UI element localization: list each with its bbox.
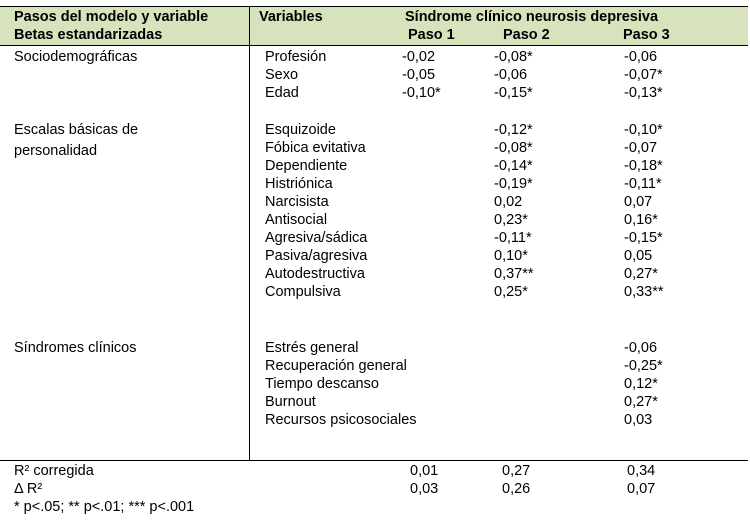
summary-label: R² corregida [14, 463, 94, 479]
beta-step-2: -0,11* [494, 230, 532, 246]
variable-name: Dependiente [265, 158, 348, 174]
beta-step-2: 0,02 [494, 194, 523, 210]
variable-name: Autodestructiva [265, 266, 365, 282]
section-label: Síndromes clínicos [14, 340, 137, 356]
beta-step-3: -0,10* [624, 122, 663, 138]
variable-name: Burnout [265, 394, 316, 410]
section-label: Escalas básicas de [14, 122, 139, 138]
beta-step-1: -0,02 [402, 49, 436, 65]
beta-step-3: -0,07* [624, 67, 663, 83]
beta-step-2: -0,08* [494, 140, 533, 156]
beta-step-2: 0,10* [494, 248, 528, 264]
variable-name: Histriónica [265, 176, 333, 192]
summary-step-3: 0,34 [627, 463, 656, 479]
variable-name: Edad [265, 85, 299, 101]
variable-name: Compulsiva [265, 284, 341, 300]
header-step-1: Paso 1 [408, 27, 455, 43]
header-step-3: Paso 3 [623, 27, 670, 43]
variable-name: Recuperación general [265, 358, 407, 374]
header-variables: Variables [259, 9, 323, 25]
section-label: personalidad [14, 143, 98, 159]
beta-step-2: -0,06 [494, 67, 528, 83]
summary-label: Δ R² [14, 481, 43, 497]
summary-step-3: 0,07 [627, 481, 656, 497]
beta-step-3: -0,06 [624, 49, 658, 65]
beta-step-2: 0,37** [494, 266, 534, 282]
summary-step-2: 0,26 [502, 481, 531, 497]
beta-step-2: -0,12* [494, 122, 533, 138]
beta-step-3: -0,18* [624, 158, 663, 174]
beta-step-2: -0,15* [494, 85, 533, 101]
top-rule [0, 6, 748, 7]
variable-name: Estrés general [265, 340, 359, 356]
beta-step-3: 0,16* [624, 212, 658, 228]
variable-name: Antisocial [265, 212, 328, 228]
beta-step-1: -0,05 [402, 67, 436, 83]
beta-step-3: 0,27* [624, 266, 658, 282]
header-steps-label: Pasos del modelo y variable [14, 9, 209, 25]
header-rule [0, 45, 748, 46]
beta-step-3: 0,03 [624, 412, 653, 428]
beta-step-1: -0,10* [402, 85, 441, 101]
variable-name: Narcisista [265, 194, 329, 210]
variable-name: Pasiva/agresiva [265, 248, 368, 264]
footnote: * p<.05; ** p<.01; *** p<.001 [14, 499, 195, 515]
header-betas-label: Betas estandarizadas [14, 27, 163, 43]
section-label: Sociodemográficas [14, 49, 138, 65]
header-step-2: Paso 2 [503, 27, 550, 43]
variable-name: Sexo [265, 67, 299, 83]
variable-name: Esquizoide [265, 122, 336, 138]
variable-name: Agresiva/sádica [265, 230, 368, 246]
beta-step-3: 0,07 [624, 194, 653, 210]
beta-step-2: -0,14* [494, 158, 533, 174]
beta-step-3: -0,13* [624, 85, 663, 101]
beta-step-3: -0,25* [624, 358, 663, 374]
summary-step-1: 0,01 [410, 463, 439, 479]
summary-step-2: 0,27 [502, 463, 531, 479]
beta-step-2: -0,19* [494, 176, 533, 192]
beta-step-3: -0,07 [624, 140, 658, 156]
variable-name: Profesión [265, 49, 327, 65]
variable-name: Recursos psicosociales [265, 412, 417, 428]
variable-name: Tiempo descanso [265, 376, 379, 392]
column-divider [249, 6, 250, 461]
beta-step-2: 0,25* [494, 284, 528, 300]
beta-step-3: 0,12* [624, 376, 658, 392]
beta-step-3: -0,15* [624, 230, 663, 246]
beta-step-3: 0,05 [624, 248, 653, 264]
beta-step-3: -0,11* [624, 176, 662, 192]
header-group-title: Síndrome clínico neurosis depresiva [405, 9, 659, 25]
variable-name: Fóbica evitativa [265, 140, 366, 156]
beta-step-2: -0,08* [494, 49, 533, 65]
beta-step-3: 0,33** [624, 284, 664, 300]
summary-rule [0, 460, 748, 461]
beta-step-3: -0,06 [624, 340, 658, 356]
summary-step-1: 0,03 [410, 481, 439, 497]
beta-step-2: 0,23* [494, 212, 528, 228]
beta-step-3: 0,27* [624, 394, 658, 410]
